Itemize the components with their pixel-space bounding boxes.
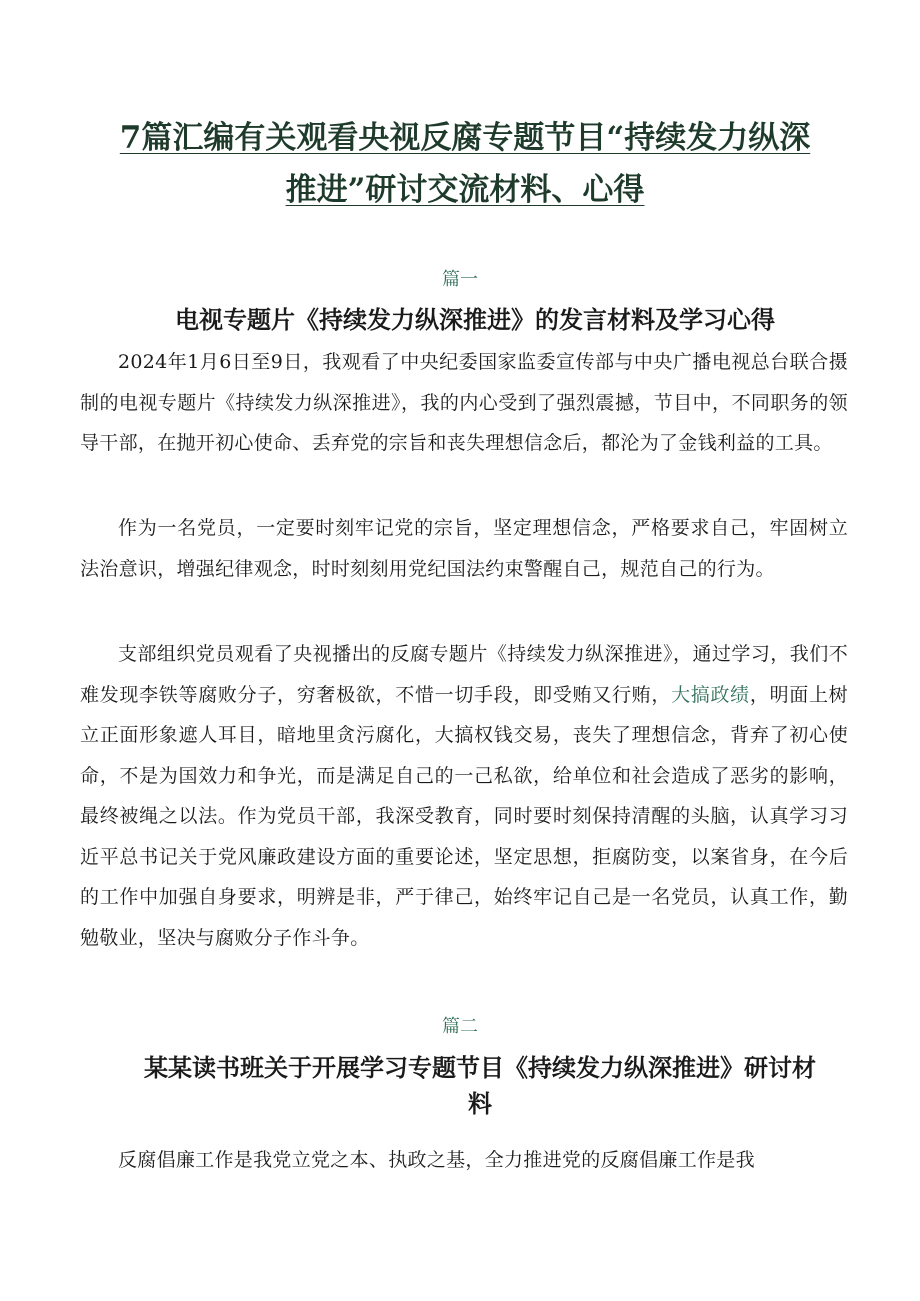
document-title: [80, 112, 850, 216]
paragraph-3-highlight: 大搞政绩: [671, 683, 750, 706]
section-1-paragraph-3: [80, 634, 848, 958]
document-title-line1: 7篇汇编有关观看央视反腐专题节目“持续发力纵深: [119, 120, 811, 156]
section-1-paragraph-1: 2024年1月6日至9日，我观看了中央纪委国家监委宣传部与中央广播电视总台联合摄制的电视专题片《持续发力纵深推进》，我的内心受到了强烈震撼，节目中，不同职务的领导干部，在抛开初心使命、丢弃党的宗旨和丧失理想信念后，都沦为了金钱利益的工具。: [80, 351, 848, 454]
section-2-title-line2: 料: [468, 1090, 492, 1118]
section-2-paragraph-1: 反腐倡廉工作是我党立党之本、执政之基，全力推进党的反腐倡廉工作是我: [118, 1149, 755, 1171]
section-1-label: 篇一: [442, 269, 478, 290]
section-2-title: [120, 1050, 840, 1122]
section-2-label: 篇二: [442, 1016, 478, 1037]
section-2-title-line1: 某某读书班关于开展学习专题节目《持续发力纵深推进》研讨材: [144, 1054, 816, 1082]
paragraph-3-text-after: ，明面上树立正面形象遮人耳目，暗地里贪污腐化，大搞权钱交易，丧失了理想信念，背弃了初心使命，不是为国效力和争光，而是满足自己的一己私欲，给单位和社会造成了恶劣的影响，最终被绳之以法。作为党员干部，我深受教育，同时要时刻保持清醒的头脑，认真学习习近平总书记关于党风廉政建设方面的重要论述，坚定思想，拒腐防变，以案省身，在今后的工作中加强自身要求，明辨是非，严于律己，始终牢记自己是一名党员，认真工作，勤勉敬业，坚决与腐败分子作斗争。: [80, 683, 848, 949]
paragraph-3-text-before: 支部组织党员观看了央视播出的反腐专题片《持续发力纵深推进》，通过学习，我们不难发现李铁等腐败分子，穷奢极欲，不惜一切手段，即受贿又行贿，: [80, 643, 848, 706]
section-1-title: 电视专题片《持续发力纵深推进》的发言材料及学习心得: [175, 306, 775, 334]
section-1-paragraph-2: 作为一名党员，一定要时刻牢记党的宗旨，坚定理想信念，严格要求自己，牢固树立法治意识，增强纪律观念，时时刻刻用党纪国法约束警醒自己，规范自己的行为。: [80, 517, 848, 580]
document-title-line2: 推进”研讨交流材料、心得: [285, 172, 645, 208]
